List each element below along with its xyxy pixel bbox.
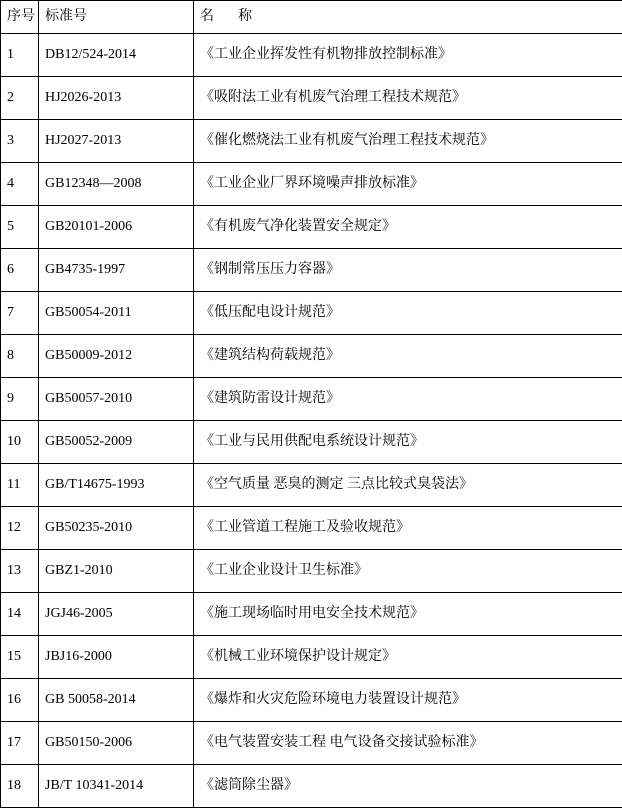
cell-code: GB20101-2006 xyxy=(39,206,194,249)
cell-seq: 6 xyxy=(1,249,39,292)
cell-name: 《钢制常压压力容器》 xyxy=(194,249,622,292)
column-header-code: 标准号 xyxy=(39,1,194,34)
cell-seq: 12 xyxy=(1,507,39,550)
table-row xyxy=(1,34,622,77)
cell-code: GB50054-2011 xyxy=(39,292,194,335)
cell-seq: 1 xyxy=(1,34,39,77)
table-row xyxy=(1,421,622,464)
cell-seq: 13 xyxy=(1,550,39,593)
cell-code: GB/T14675-1993 xyxy=(39,464,194,507)
cell-name: 《工业企业挥发性有机物排放控制标准》 xyxy=(194,34,622,77)
table-row xyxy=(1,206,622,249)
cell-seq: 15 xyxy=(1,636,39,679)
cell-name: 《有机废气净化装置安全规定》 xyxy=(194,206,622,249)
cell-seq: 14 xyxy=(1,593,39,636)
cell-code: DB12/524-2014 xyxy=(39,34,194,77)
cell-code: JGJ46-2005 xyxy=(39,593,194,636)
table-row xyxy=(1,765,622,808)
cell-code: GB4735-1997 xyxy=(39,249,194,292)
cell-name: 《机械工业环境保护设计规定》 xyxy=(194,636,622,679)
cell-seq: 16 xyxy=(1,679,39,722)
cell-code: GB50052-2009 xyxy=(39,421,194,464)
cell-seq: 7 xyxy=(1,292,39,335)
cell-name: 《低压配电设计规范》 xyxy=(194,292,622,335)
table-header-row xyxy=(1,1,622,34)
cell-code: GB50057-2010 xyxy=(39,378,194,421)
cell-code: GB50150-2006 xyxy=(39,722,194,765)
cell-seq: 10 xyxy=(1,421,39,464)
cell-code: HJ2027-2013 xyxy=(39,120,194,163)
column-header-name xyxy=(194,1,622,34)
table-row xyxy=(1,593,622,636)
cell-seq: 4 xyxy=(1,163,39,206)
table-row xyxy=(1,120,622,163)
cell-name: 《工业企业设计卫生标准》 xyxy=(194,550,622,593)
cell-code: GB50009-2012 xyxy=(39,335,194,378)
table-row xyxy=(1,464,622,507)
table-row xyxy=(1,378,622,421)
column-header-name-right: 称 xyxy=(238,9,252,24)
cell-name: 《工业与民用供配电系统设计规范》 xyxy=(194,421,622,464)
cell-name: 《滤筒除尘器》 xyxy=(194,765,622,808)
cell-code: JB/T 10341-2014 xyxy=(39,765,194,808)
table-row xyxy=(1,679,622,722)
cell-seq: 8 xyxy=(1,335,39,378)
table-header xyxy=(1,1,622,34)
table-row xyxy=(1,636,622,679)
table-row xyxy=(1,507,622,550)
cell-seq: 2 xyxy=(1,77,39,120)
table-body xyxy=(1,34,622,808)
table-row xyxy=(1,722,622,765)
cell-name: 《吸附法工业有机废气治理工程技术规范》 xyxy=(194,77,622,120)
cell-code: GB 50058-2014 xyxy=(39,679,194,722)
cell-name: 《空气质量 恶臭的测定 三点比较式臭袋法》 xyxy=(194,464,622,507)
cell-name: 《建筑结构荷载规范》 xyxy=(194,335,622,378)
cell-code: GBZ1-2010 xyxy=(39,550,194,593)
cell-name: 《工业管道工程施工及验收规范》 xyxy=(194,507,622,550)
cell-name: 《施工现场临时用电安全技术规范》 xyxy=(194,593,622,636)
cell-code: HJ2026-2013 xyxy=(39,77,194,120)
cell-name: 《工业企业厂界环境噪声排放标准》 xyxy=(194,163,622,206)
cell-seq: 18 xyxy=(1,765,39,808)
table-row xyxy=(1,292,622,335)
table-row xyxy=(1,77,622,120)
table-row xyxy=(1,249,622,292)
table-row xyxy=(1,335,622,378)
cell-name: 《电气装置安装工程 电气设备交接试验标准》 xyxy=(194,722,622,765)
cell-name: 《催化燃烧法工业有机废气治理工程技术规范》 xyxy=(194,120,622,163)
cell-code: GB12348—2008 xyxy=(39,163,194,206)
cell-code: GB50235-2010 xyxy=(39,507,194,550)
cell-seq: 5 xyxy=(1,206,39,249)
cell-name: 《爆炸和火灾危险环境电力装置设计规范》 xyxy=(194,679,622,722)
column-header-name-left: 名 xyxy=(200,9,214,24)
cell-seq: 11 xyxy=(1,464,39,507)
cell-name: 《建筑防雷设计规范》 xyxy=(194,378,622,421)
cell-code: JBJ16-2000 xyxy=(39,636,194,679)
cell-seq: 17 xyxy=(1,722,39,765)
table-row xyxy=(1,163,622,206)
cell-seq: 3 xyxy=(1,120,39,163)
column-header-seq: 序号 xyxy=(1,1,39,34)
cell-seq: 9 xyxy=(1,378,39,421)
table-row xyxy=(1,550,622,593)
